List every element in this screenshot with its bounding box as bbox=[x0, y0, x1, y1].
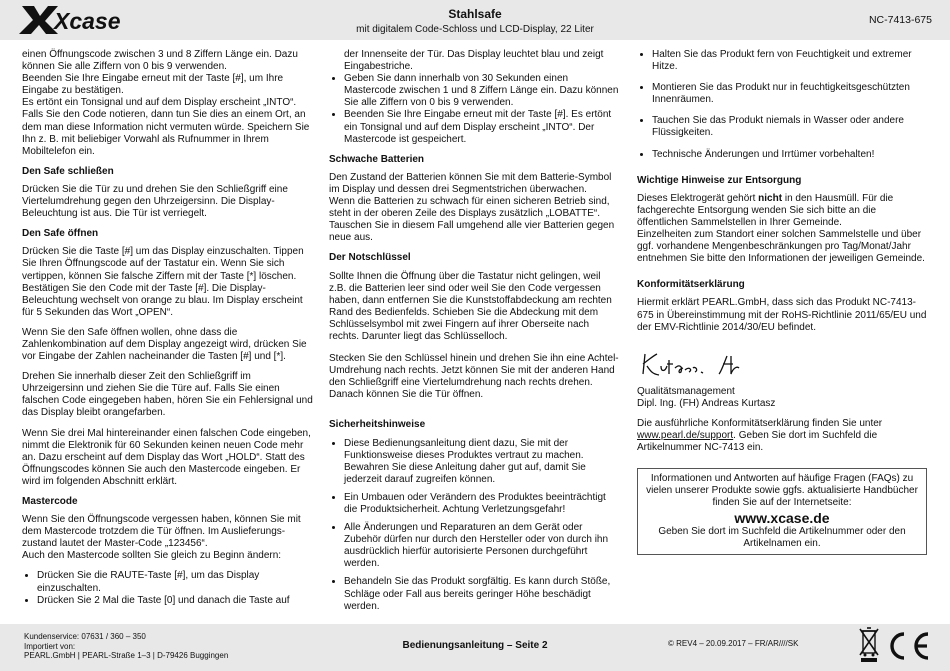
paragraph: Wenn Sie drei Mal hintereinander einen falschen Code eingeben, nimmt die Elektronik für 60 Sekunden keinen neuen Code mehr an. Dazu erscheint auf dem Display das Wort „HOLD“. Statt des Öffnungscodes können Sie auch den Mastercode eingeben. Er wird im folgenden Abschnitt erklärt. bbox=[22, 427, 311, 487]
list-item: • Geben Sie dann innerhalb von 30 Sekunden einen Mastercode zwischen 1 und 8 Ziffern Länge ein. Dazu können Sie alle Ziffern von 0 bis 9 verwenden. bbox=[344, 73, 619, 109]
faq-text: Informationen und Antworten auf häufige Fragen (FAQs) zu vielen unserer Produkte sowie ggfs. aktualisierte Handbücher finden Sie auf der Internetseite: bbox=[646, 473, 918, 509]
heading-conformity: Konformitätserklärung bbox=[637, 279, 745, 291]
paragraph: Drücken Sie die Tür zu und drehen Sie den Schließgriff eine Viertelumdrehung gegen den Uhrzeigersinn. Die Display-Beleuchtung ist aus. Die Tür ist verriegelt. bbox=[22, 183, 288, 220]
footer-page-label: Bedienungsanleitung – Seite 2 bbox=[402, 640, 548, 651]
list-item: • Behandeln Sie das Produkt sorgfältig. Es kann durch Stöße, Schläge oder Fall aus bereits geringer Höhe beschädigt werden. bbox=[344, 576, 619, 612]
list-item: • Tauchen Sie das Produkt niemals in Wasser oder andere Flüssigkeiten. bbox=[652, 115, 927, 139]
safety-list-continued bbox=[637, 49, 927, 161]
page-title: Stahlsafe bbox=[448, 7, 502, 21]
list-item: • Montieren Sie das Produkt nur in feuchtigkeitsgeschützten Innenräumen. bbox=[652, 82, 927, 106]
logo-text: Xcase bbox=[54, 8, 121, 34]
faq-box bbox=[637, 468, 927, 555]
paragraph: Stecken Sie den Schlüssel hinein und drehen Sie ihn eine Achtel-Umdrehung nach rechts. Jetzt können Sie mit der anderen Hand den Schließgriff eine Viertelumdrehung nach rechts drehen. Danach können Sie die Tür öffnen. bbox=[329, 353, 619, 401]
list-item: • Technische Änderungen und Irrtümer vorbehalten! bbox=[652, 149, 927, 161]
heading-close-safe: Den Safe schließen bbox=[22, 165, 114, 177]
column-3 bbox=[637, 49, 927, 555]
heading-weak-batteries: Schwache Batterien bbox=[329, 153, 425, 165]
list-item: • Alle Änderungen und Reparaturen an dem Gerät oder Zubehör dürfen nur durch den Hersteller oder von durch ihn ausdrücklich hierfür autorisierte Personen durchgeführt werden. bbox=[344, 522, 619, 570]
paragraph: Die ausführliche Konformitätserklärung finden Sie unter www.pearl.de/support. Geben Sie dort im Suchfeld die Artikelnummer NC-7413 ein. bbox=[637, 417, 883, 454]
page-header bbox=[0, 0, 950, 40]
list-item: • Ein Umbauen oder Verändern des Produktes beeinträchtigt die Produktsicherheit. Achtung Verletzungsgefahr! bbox=[344, 492, 619, 516]
list-item: • Drücken Sie 2 Mal die Taste [0] und danach die Taste auf bbox=[37, 595, 313, 607]
mastercode-list-continued bbox=[329, 49, 619, 146]
paragraph: Den Zustand der Batterien können Sie mit dem Batterie-Symbol im Display und dessen drei Segmentstrichen überwachen. Wenn die Batterien zu schwach für einen sicheren Betrieb sind, steht in der oberen Zeile des Displays zusätzlich „LOBATTE“. Tauschen Sie in diesem Fall umgehend alle vier Batterien gegen neue aus. bbox=[329, 171, 615, 244]
mastercode-list bbox=[22, 570, 313, 606]
heading-disposal: Wichtige Hinweise zur Entsorgung bbox=[637, 174, 802, 186]
list-item: • Halten Sie das Produkt fern von Feuchtigkeit und extremer Hitze. bbox=[652, 49, 927, 73]
paragraph: Hiermit erklärt PEARL.GmbH, dass sich das Produkt NC-7413-675 in Übereinstimmung mit der RoHS-Richtlinie 2011/65/EU und der EMV-Richtlinie 2014/30/EU befindet. bbox=[637, 297, 927, 333]
list-item: der Innenseite der Tür. Das Display leuchtet blau und zeigt Eingabestriche. bbox=[344, 49, 604, 73]
column-2 bbox=[329, 49, 619, 621]
list-item: • Beenden Sie Ihre Eingabe erneut mit der Taste [#]. Es ertönt ein Tonsignal und auf dem Display erscheint „INTO“. Der Mastercode ist gespeichert. bbox=[344, 109, 619, 145]
heading-emergency-key: Der Notschlüssel bbox=[329, 252, 411, 264]
list-item: • Drücken Sie die RAUTE-Taste [#], um das Display einzuschalten. bbox=[37, 570, 313, 594]
signatory: Qualitätsmanagement Dipl. Ing. (FH) Andreas Kurtasz bbox=[637, 385, 776, 409]
article-number: NC-7413-675 bbox=[868, 14, 932, 26]
heading-mastercode: Mastercode bbox=[22, 496, 78, 507]
faq-text-2: Geben Sie dort im Suchfeld die Artikelnummer oder den Artikelnamen ein. bbox=[658, 525, 906, 549]
paragraph: einen Öffnungscode zwischen 3 und 8 Ziffern Länge ein. Dazu können Sie alle Ziffern von 0 bis 9 verwenden. Beenden Sie Ihre Eingabe erneut mit der Taste [#], um Ihre Eingabe zu bestätigen. Es ertönt ein Tonsignal und auf dem Display erscheint „INTO“. Falls Sie den Code notieren, dann tun Sie dies an einem Ort, an dem man diese Information nicht vermuten würde. Speichern Sie Ihn z. B. mit beliebiger Vorwahl als Rufnummer in Ihrem Mobiltelefon ein. bbox=[22, 49, 310, 157]
heading-safety: Sicherheitshinweise bbox=[329, 419, 426, 431]
page-footer bbox=[0, 624, 950, 671]
footer-contact: Kundenservice: 07631 / 360 – 350 Importiert von: PEARL.GmbH | PEARL-Straße 1–3 | D-79426 Buggingen bbox=[24, 632, 229, 660]
weee-bin-icon bbox=[858, 627, 880, 663]
ce-mark-icon bbox=[884, 631, 930, 661]
safety-list bbox=[329, 438, 619, 613]
column-1 bbox=[22, 49, 313, 615]
paragraph: Drücken Sie die Taste [#] um das Display einzuschalten. Tippen Sie Ihren Öffnungscode auf der Tastatur ein. Wenn Sie sich vertippen, können Sie falsche Ziffern mit der Taste [*] löschen. Bestätigen Sie den Code mit der Taste [#]. Die Display-Beleuchtung wechselt von orange zu blau. Im Display erscheint für 5 Sekunden das Wort „OPEN“. bbox=[22, 246, 304, 318]
signature bbox=[637, 348, 777, 382]
paragraph: Wenn Sie den Safe öffnen wollen, ohne dass die Zahlenkombination auf dem Display angezeigt wird, drücken Sie vor Eingabe der Zahlen nacheinander die Tasten [#] und [*]. bbox=[22, 326, 307, 363]
list-item: • Diese Bedienungsanleitung dient dazu, Sie mit der Funktionsweise dieses Produktes vertraut zu machen. Bewahren Sie diese Anleitung daher gut auf, damit Sie jederzeit darauf zugreifen können. bbox=[344, 438, 619, 486]
paragraph: Wenn Sie den Öffnungscode vergessen haben, können Sie mit dem Mastercode trotzdem die Tür öffnen. Im Auslieferungs-zustand lautet der Master-Code „123456“. Auch den Mastercode sollten Sie gleich zu Beginn ändern: bbox=[22, 514, 301, 562]
heading-open-safe: Den Safe öffnen bbox=[22, 228, 99, 240]
paragraph: Drehen Sie innerhalb dieser Zeit den Schließgriff im Uhrzeigersinn und ziehen Sie die Türe auf. Falls Sie einen falschen Code eingegeben haben, hören Sie ein Fehlersignal und das Display bleibt orangefarben. bbox=[22, 371, 313, 419]
faq-url[interactable]: www.xcase.de bbox=[734, 509, 830, 526]
page-subtitle: mit digitalem Code-Schloss und LCD-Display, 22 Liter bbox=[356, 24, 594, 35]
footer-revision: © REV4 – 20.09.2017 – FR/AR////SK bbox=[668, 639, 799, 648]
paragraph: Sollte Ihnen die Öffnung über die Tastatur nicht gelingen, weil z.B. die Batterien leer sind oder weil Sie den Code vergessen haben, dann entfernen Sie die Kunststoffabdeckung am rechten Rand des Bedienfelds. Schieben Sie die Abdeckung mit dem Schlüsselsymbol mit zwei Fingern auf ihrer Oberseite nach rechts. Darunter liegt das Schlüsselloch. bbox=[329, 270, 612, 342]
paragraph: Dieses Elektrogerät gehört nicht in den Hausmüll. Für die fachgerechte Entsorgung wenden Sie sich bitte an die öffentlichen Sammelstellen in Ihrer Gemeinde. Einzelheiten zum Standort einer solchen Sammelstelle und über ggf. vorhandene Mengenbeschränkungen pro Tag/Monat/Jahr entnehmen Sie bitte den Informationen der jeweiligen Gemeinde. bbox=[637, 192, 925, 265]
support-link[interactable]: www.pearl.de/support bbox=[637, 430, 734, 442]
